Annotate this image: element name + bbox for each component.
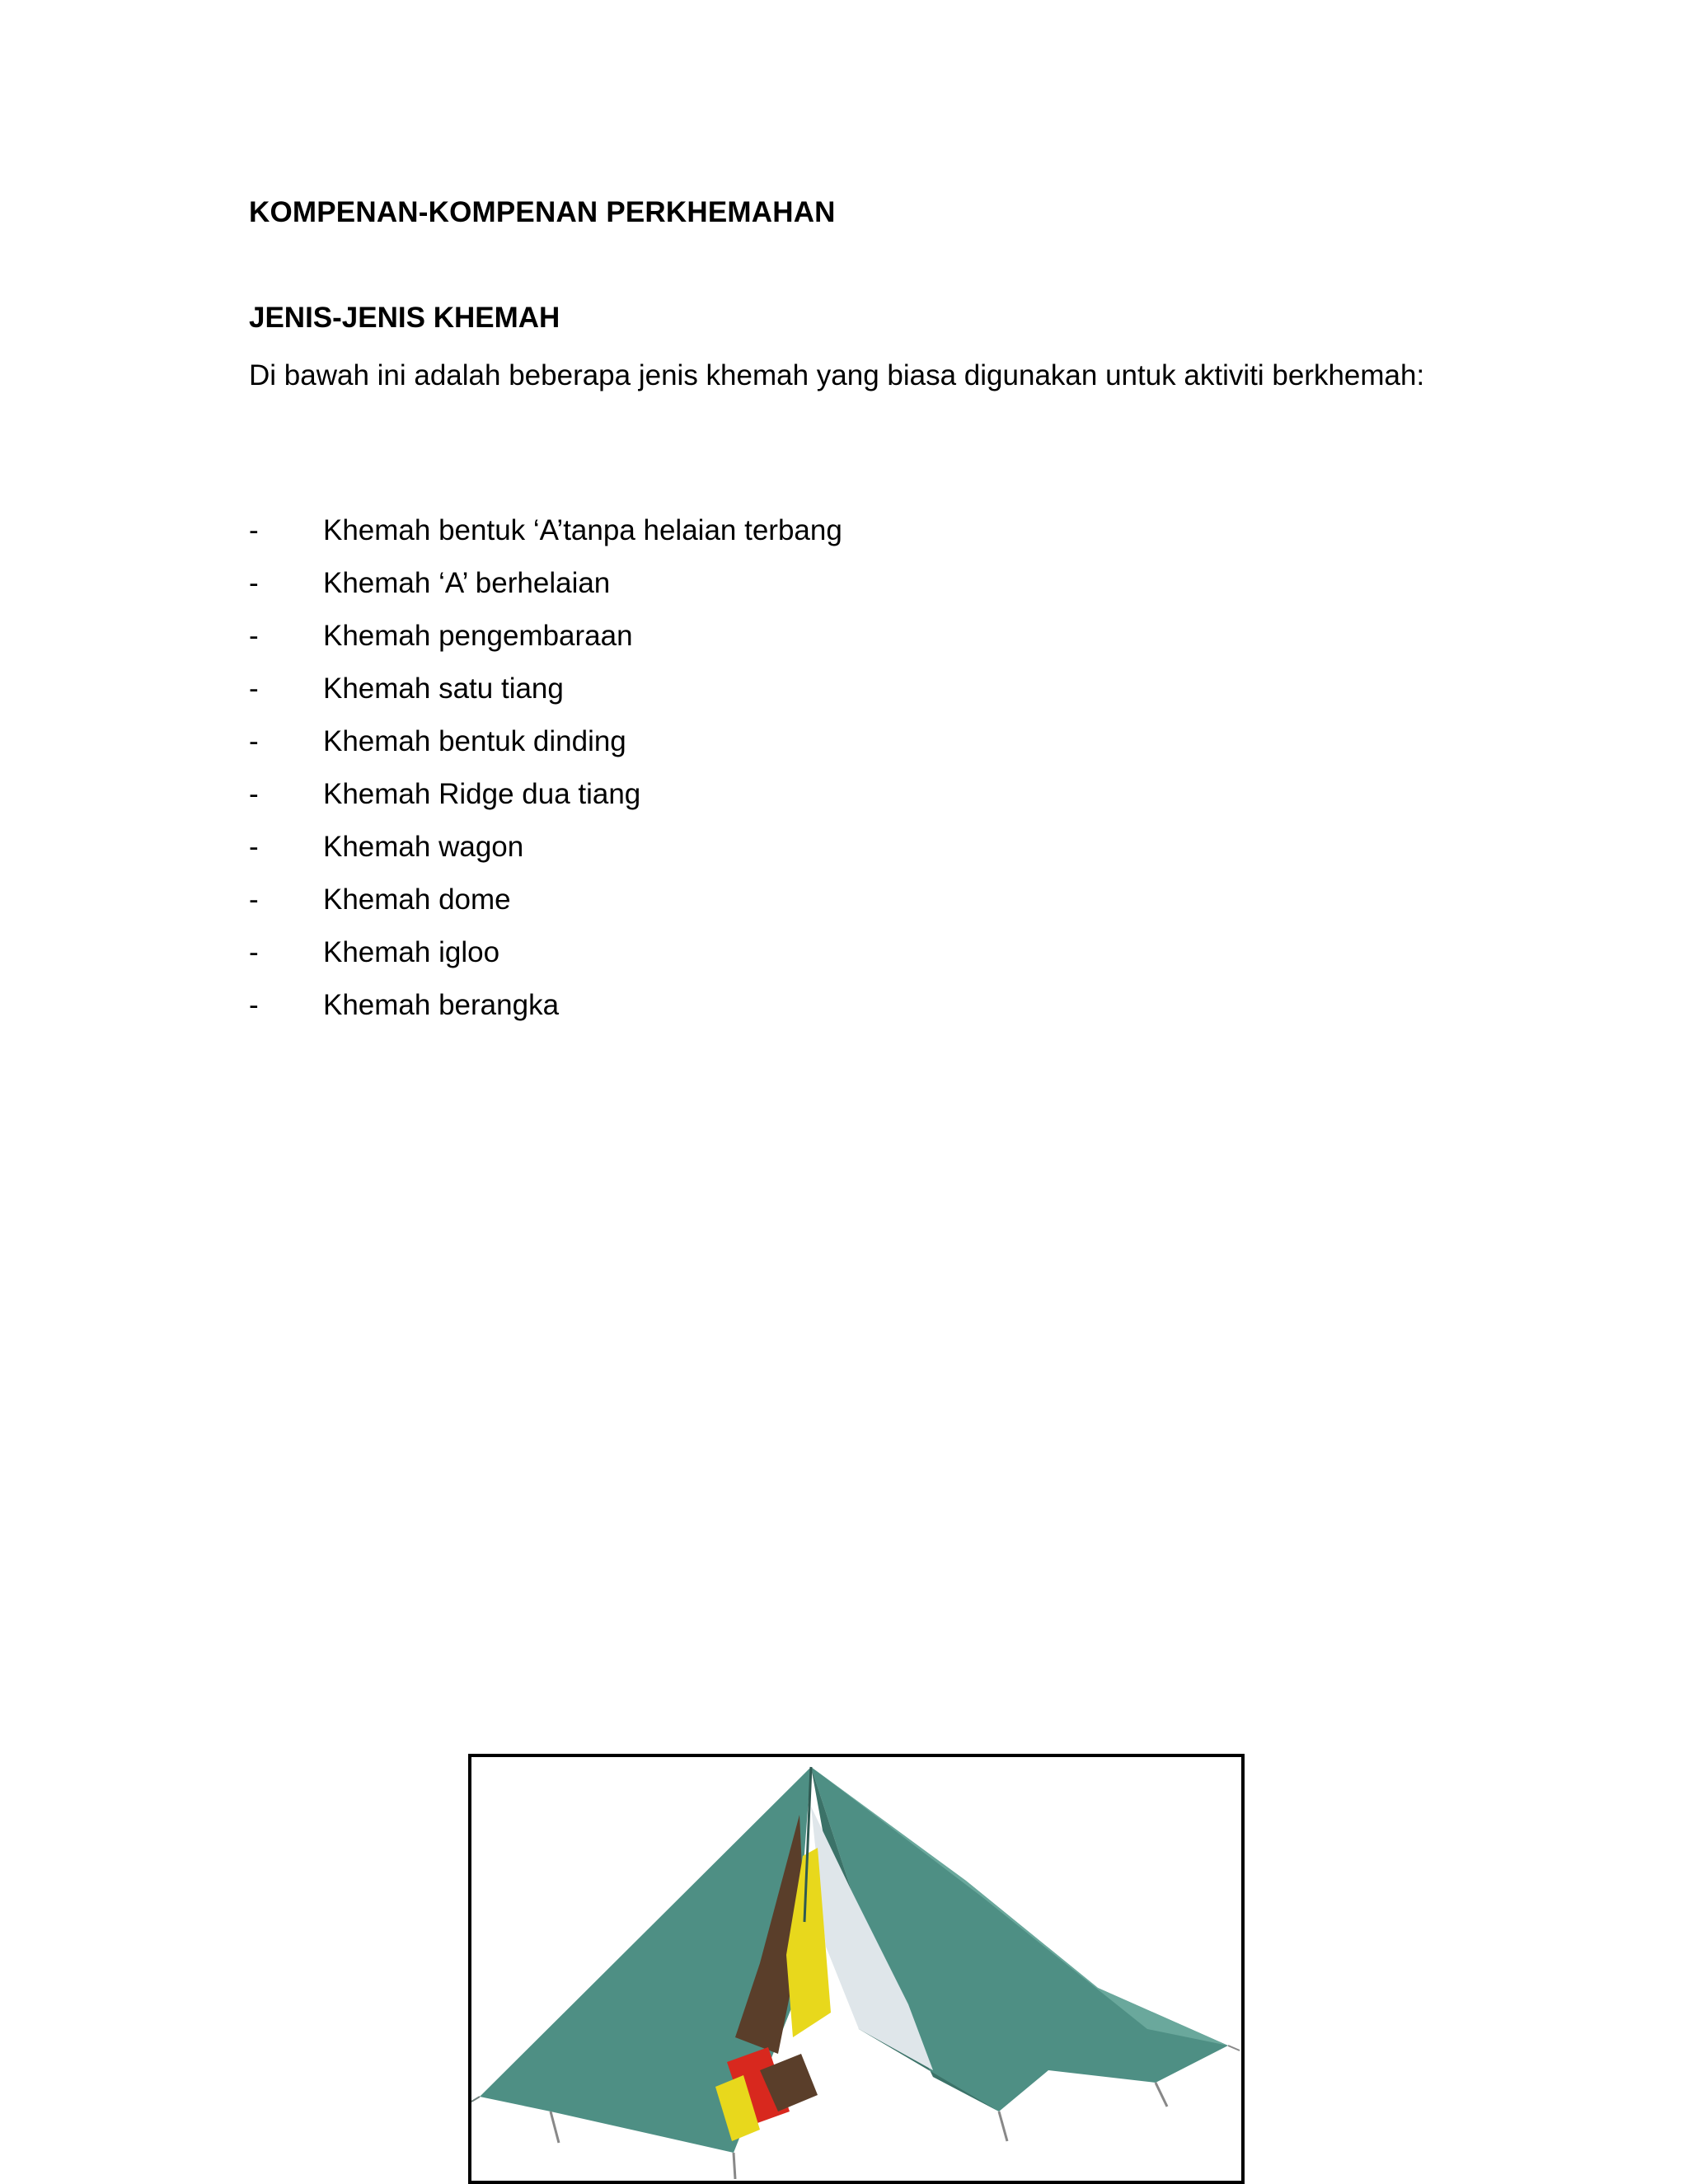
bullet-dash: - — [249, 673, 259, 705]
tent-type-list — [249, 504, 842, 1032]
section-heading: JENIS-JENIS KHEMAH — [249, 302, 560, 334]
list-item — [249, 610, 842, 663]
bullet-dash: - — [249, 831, 259, 863]
bullet-dash: - — [249, 778, 259, 810]
tent-figure — [468, 1754, 1245, 2184]
intro-paragraph: Di bawah ini adalah beberapa jenis khemah yang biasa digunakan untuk aktiviti berkhemah: — [249, 359, 1425, 391]
list-item-label: Khemah satu tiang — [323, 673, 564, 705]
list-item — [249, 715, 842, 768]
list-item — [249, 926, 842, 979]
bullet-dash: - — [249, 936, 259, 968]
tent-illustration — [471, 1757, 1241, 2181]
stake-center — [734, 2153, 735, 2179]
list-item-label: Khemah dome — [323, 883, 511, 916]
list-item-label: Khemah igloo — [323, 936, 500, 968]
bullet-dash: - — [249, 620, 259, 652]
bullet-dash: - — [249, 883, 259, 916]
bullet-dash: - — [249, 725, 259, 757]
page-title: KOMPENAN-KOMPENAN PERKHEMAHAN — [249, 196, 836, 228]
list-item-label: Khemah bentuk dinding — [323, 725, 626, 757]
list-item — [249, 557, 842, 610]
list-item-label: Khemah wagon — [323, 831, 524, 863]
list-item — [249, 768, 842, 821]
list-item-label: Khemah Ridge dua tiang — [323, 778, 641, 810]
list-item — [249, 821, 842, 874]
list-item — [249, 979, 842, 1032]
list-item-label: Khemah berangka — [323, 989, 560, 1021]
list-item — [249, 663, 842, 715]
bullet-dash: - — [249, 989, 259, 1021]
list-item — [249, 504, 842, 557]
bullet-dash: - — [249, 514, 259, 546]
list-item — [249, 874, 842, 926]
list-item-label: Khemah pengembaraan — [323, 620, 633, 652]
list-item-label: Khemah bentuk ‘A’tanpa helaian terbang — [323, 514, 842, 546]
bullet-dash: - — [249, 567, 259, 599]
list-item-label: Khemah ‘A’ berhelaian — [323, 567, 611, 599]
